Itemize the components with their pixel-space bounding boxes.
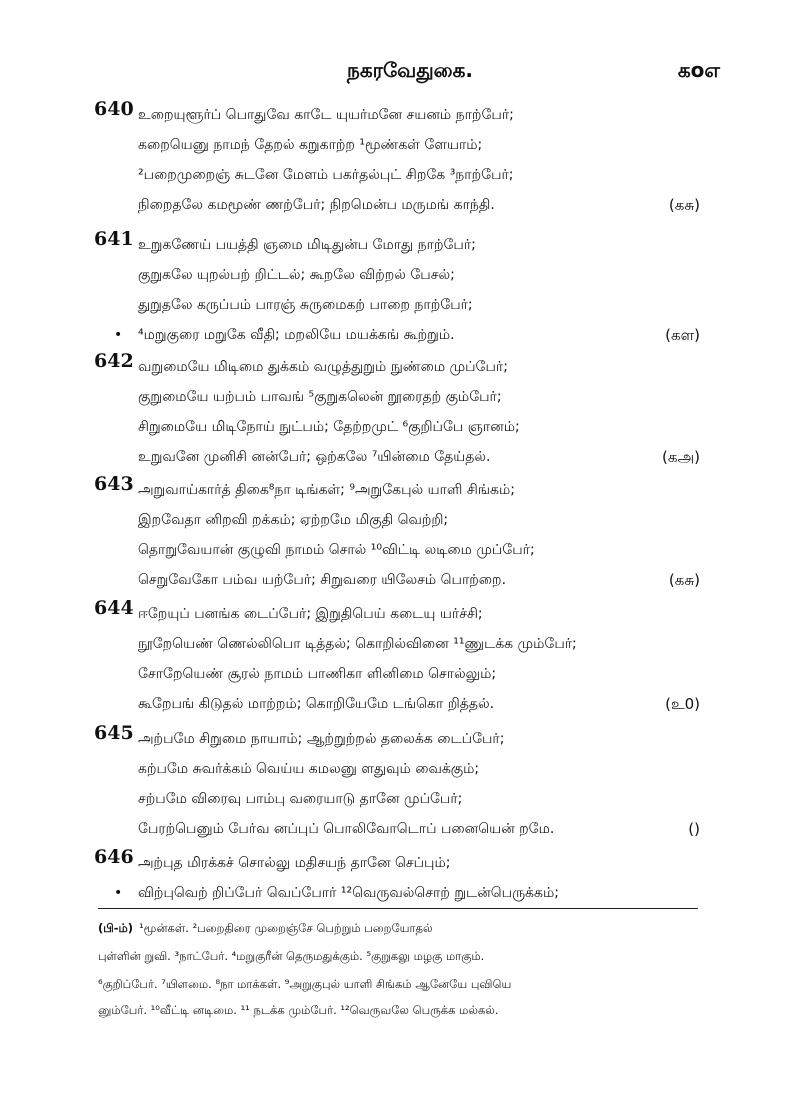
verse-block bbox=[0, 228, 800, 352]
verse-line: தொறுவேயான் குழுவி நாமம் சொல் ¹⁰விட்டி லடிமை முப்பேர்; bbox=[138, 542, 535, 558]
verse-number: 641 bbox=[94, 228, 134, 250]
footnote-text: புள்ளின் றுவி. ³நாட்பேர். ⁴மறுகுரீன் தெருமதுக்கும். ⁵குறுகலு மழகு மாகும். bbox=[98, 949, 485, 963]
footnote-text: ⁶குறிப்பேர். ⁷யிளமை. ⁸நா மாக்கள். ⁹அறுகுபுல் யாளி சிங்கம் ஆனேயே புவியெ bbox=[98, 977, 512, 991]
verse-line: சோறேயெண் சூரல் நாமம் பாணிகா ளினிமை சொல்லும்; bbox=[138, 666, 497, 682]
margin-bullet: • bbox=[114, 327, 123, 343]
verse-line: வறுமையே மிடிமை துக்கம் வழுத்துறும் நுண்மை முப்பேர்; bbox=[138, 359, 508, 375]
verse-number: 645 bbox=[94, 722, 134, 744]
verse-block bbox=[0, 350, 800, 474]
verse-line: நூறேயெண் ணெல்லிபொ டித்தல்; கொறில்வினை ¹¹ணுடக்க மும்பேர்; bbox=[138, 636, 577, 652]
verse-line: பேரற்பெனும் பேர்வ னப்புப் பொலிவோடொப் பனையென் றமே. bbox=[138, 821, 555, 837]
verse-marker: (கள) bbox=[640, 320, 700, 350]
verse-line: நிறைதலே கமமூண் ணற்பேர்; நிறமென்ப மருமங் காந்தி. bbox=[138, 197, 495, 213]
verse-number: 646 bbox=[94, 846, 134, 868]
verse-marker: () bbox=[640, 814, 700, 844]
verse-marker: (கசு) bbox=[640, 190, 700, 220]
verse-block bbox=[0, 98, 800, 222]
footnote-line bbox=[98, 944, 703, 968]
verse-line: உறுவனே முனிசி னன்பேர்; ஒற்கலே ⁷யின்மை தேய்தல். bbox=[138, 449, 491, 465]
verse-line: கறையெனு நாமந் தேறல் கறுகாற்ற ¹மூண்கள் ளேயாம்; bbox=[138, 137, 483, 153]
verse-number: 640 bbox=[94, 98, 134, 120]
verse-block bbox=[0, 473, 800, 597]
verse-line: துறுதலே கருப்பம் பாரஞ் சுருமைகற் பாறை நாற்பேர்; bbox=[138, 297, 473, 313]
verse-line: உறையுளூர்ப் பொதுவே காடே யுயர்மனே சயனம் நாற்பேர்; bbox=[138, 107, 514, 123]
footnote-line bbox=[98, 998, 703, 1022]
verse-line: கற்பமே சுவர்க்கம் வெய்ய கமலனு ளதுவும் வைக்கும்; bbox=[138, 761, 480, 777]
verse-line: குறுகலே யுறல்பற் றிட்டல்; கூறலே விற்றல் பேசல்; bbox=[138, 267, 455, 283]
verse-line: செறுவேகோ பம்வ யற்பேர்; சிறுவரை யிலேசம் பொற்றை. bbox=[138, 572, 507, 588]
footnote-line bbox=[98, 916, 703, 940]
footnote-label: (பி-ம்) bbox=[98, 921, 134, 935]
verse-line: சற்பமே விரைவு பாம்பு வரையாடு தானே முப்பேர்; bbox=[138, 791, 463, 807]
page-number: கoஎ bbox=[677, 58, 720, 82]
verse-line: கூறேபங் கிடுதல் மாற்றம்; கொறியேமே டங்கொ றித்தல். bbox=[138, 696, 495, 712]
verse-line: ²பறைமுறைஞ் சுடனே மேளம் பகர்தல்புட் சிறகே ³நாற்பேர்; bbox=[138, 167, 514, 183]
verse-line: அறுவாய்கார்த் திகை⁸நா டிங்கள்; ⁹அறுகேபுல் யாளி சிங்கம்; bbox=[138, 482, 515, 498]
footnote-text: ¹மூன்கள். ²பறைதிரை முறைஞ்சே பெற்றும் பறையோதல் bbox=[139, 921, 433, 935]
verse-number: 642 bbox=[94, 350, 134, 372]
verse-line: உறுகணேய் பயத்தி ஞமை மிடிதுன்ப மோது நாற்பேர்; bbox=[138, 237, 476, 253]
page-header-title: நகரவேதுகை. bbox=[347, 58, 473, 82]
verse-marker: (கசு) bbox=[640, 565, 700, 595]
verse-line: சிறுமையே மிடிநோய் நுட்பம்; தேற்றமுட் ⁶குறிப்பே ஞானம்; bbox=[138, 419, 520, 435]
verse-block bbox=[0, 597, 800, 721]
margin-bullet: • bbox=[114, 885, 123, 901]
verse-number: 643 bbox=[94, 473, 134, 495]
verse-line: குறுமையே யற்பம் பாவங் ⁵குறுகலென் றூரைதற் கும்பேர்; bbox=[138, 389, 502, 405]
verse-line: இறவேதா னிறவி றக்கம்; ஏற்றமே மிகுதி வெற்றி; bbox=[138, 512, 449, 528]
footnote-line bbox=[98, 972, 703, 996]
verse-line: அற்பமே சிறுமை நாயாம்; ஆற்றுற்றல் தலைக்க டைப்பேர்; bbox=[138, 731, 505, 747]
verse-block bbox=[0, 722, 800, 846]
verse-line: விற்புவெற் றிப்பேர் வெப்போர் ¹²வெருவல்சொற் றுடன்பெருக்கம்; bbox=[138, 885, 559, 901]
verse-line: ஈறேயுப் பனங்க டைப்பேர்; இறுதிபெய் கடையு யர்ச்சி; bbox=[138, 606, 483, 622]
verse-line: ⁴மறுகுரை மறுகே வீதி; மறலியே மயக்கங் கூற்றும். bbox=[138, 327, 455, 343]
footnote-divider bbox=[98, 908, 698, 909]
verse-marker: (கஅ) bbox=[640, 442, 700, 472]
verse-marker: (உ0) bbox=[640, 689, 700, 719]
verse-line: அற்புத மிரக்கச் சொல்லு மதிசயந் தானே செப்பும்; bbox=[138, 855, 451, 871]
verse-number: 644 bbox=[94, 597, 134, 619]
footnote-text: னும்பேர். ¹⁰வீட்டி னடிமை. ¹¹ நடக்க மும்பேர். ¹²வெருவலே பெருக்க மல்கல். bbox=[98, 1003, 499, 1017]
